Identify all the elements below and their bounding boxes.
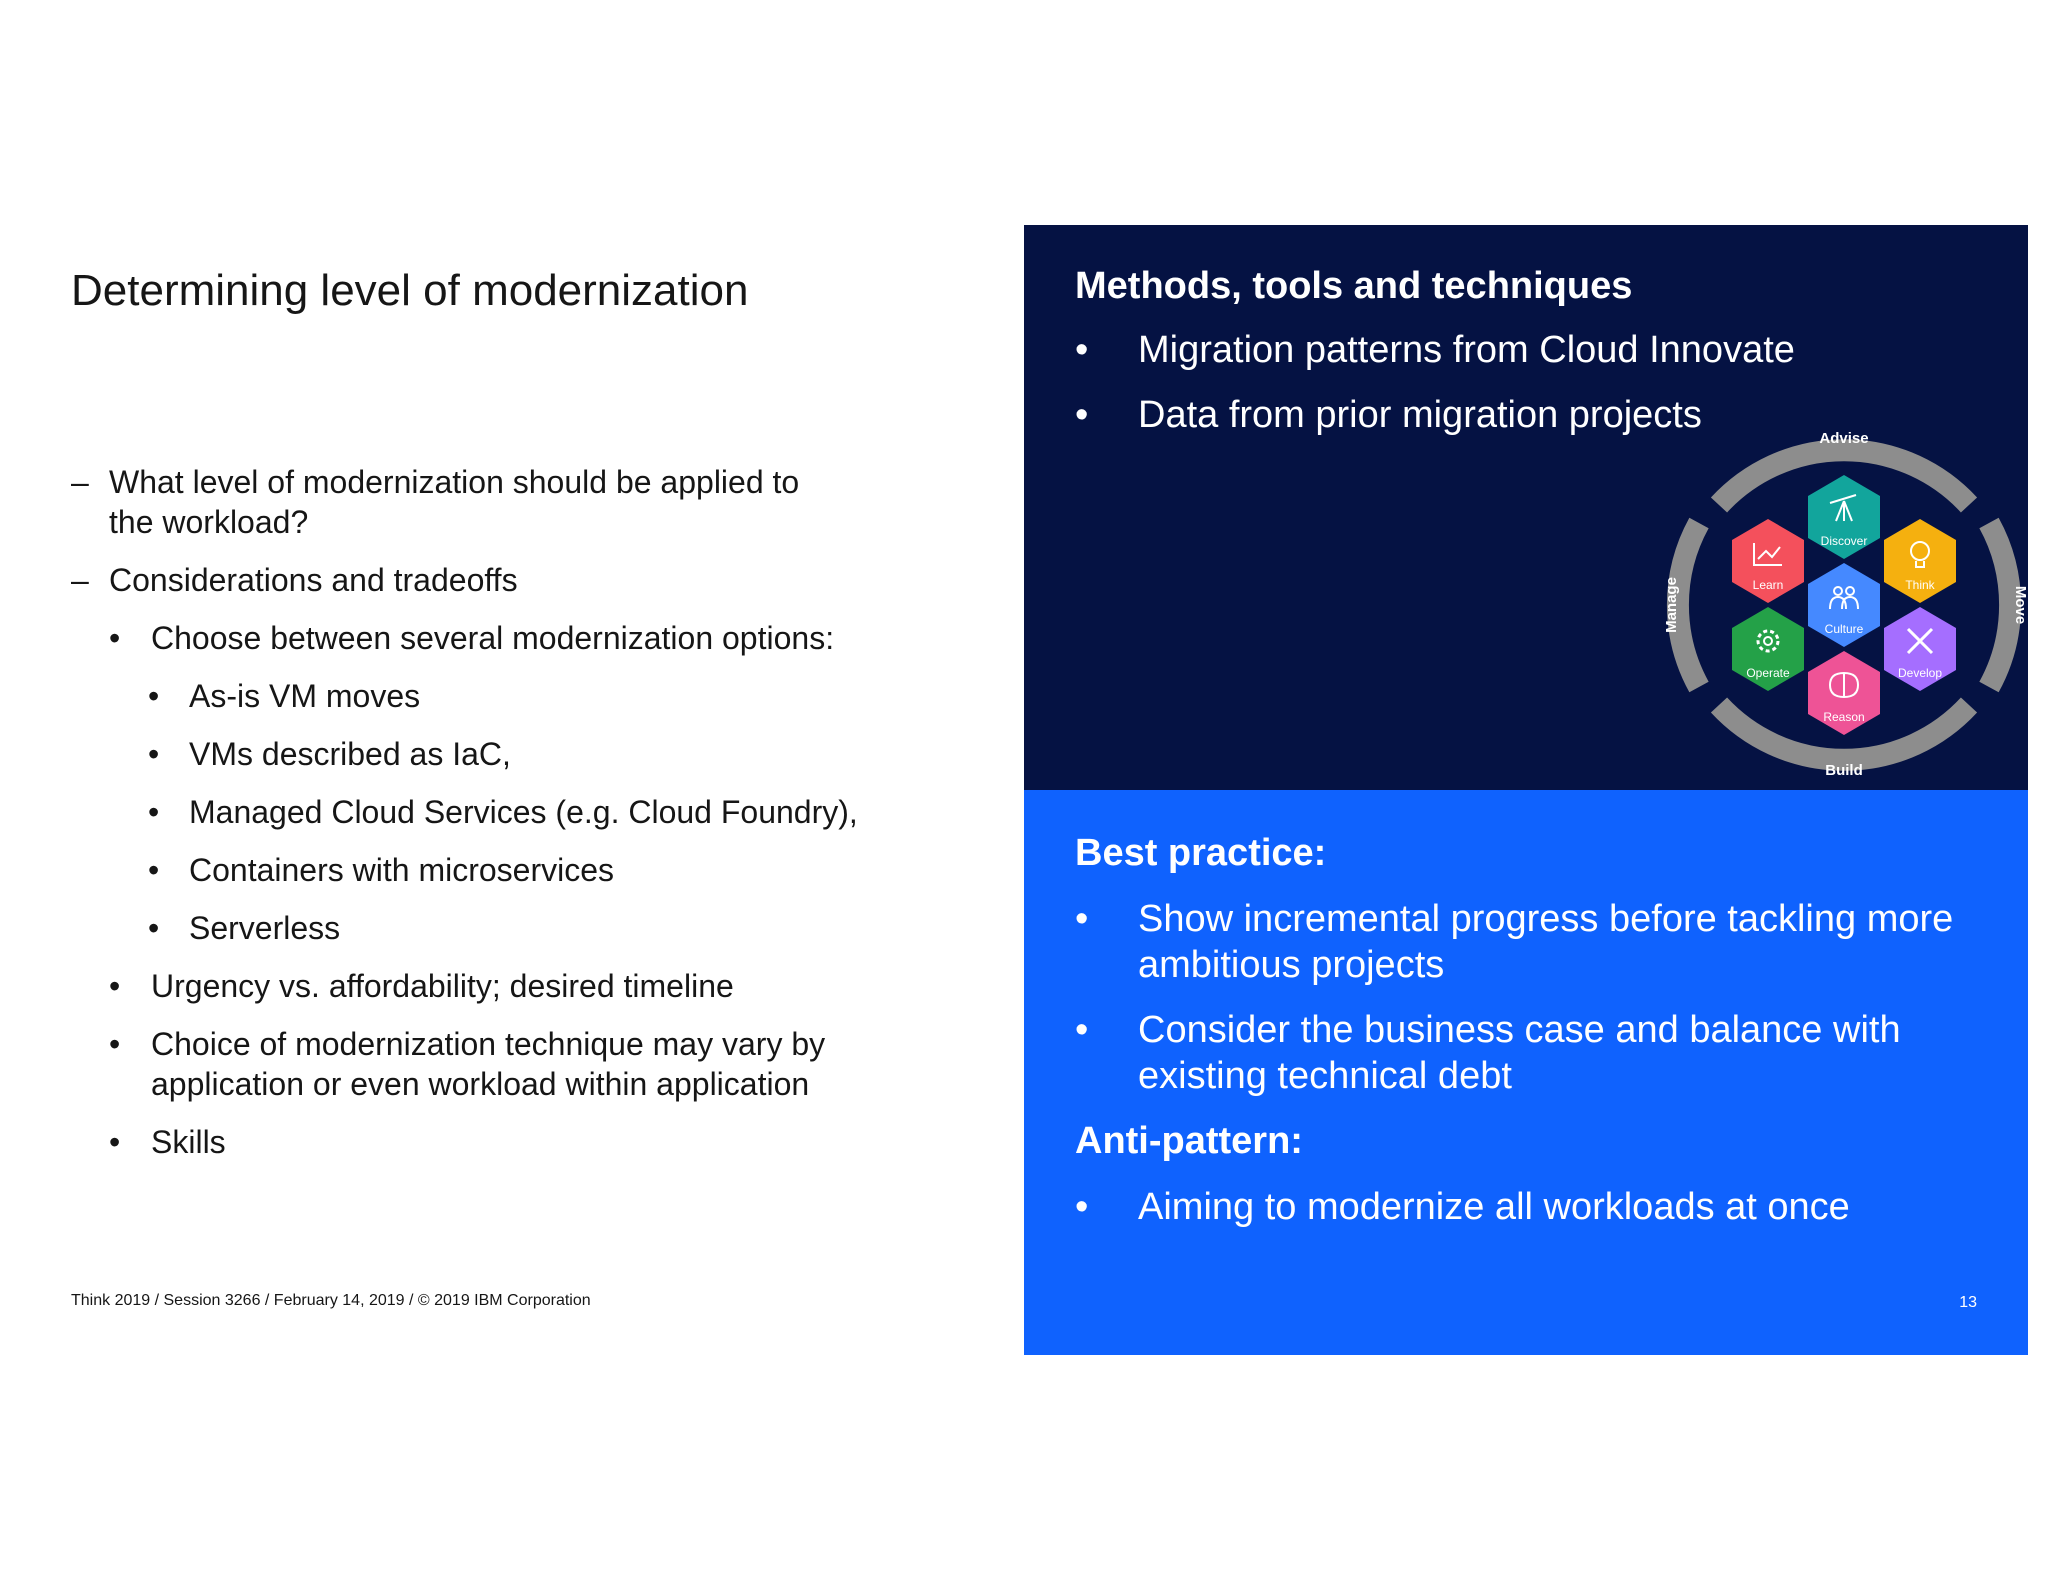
hex-operate-label: Operate bbox=[1746, 666, 1790, 680]
list-item-text: Skills bbox=[151, 1124, 226, 1160]
bullet-marker: • bbox=[148, 910, 160, 946]
best-practice-item bbox=[1075, 896, 1955, 988]
best-practice-item bbox=[1075, 1007, 1955, 1099]
considerations-list bbox=[71, 462, 871, 1180]
list-item-text: Considerations and tradeoffs bbox=[109, 562, 518, 598]
list-item-text: VMs described as IaC, bbox=[189, 736, 511, 772]
bullet-marker: • bbox=[1075, 1186, 1089, 1228]
list-item bbox=[71, 734, 871, 774]
methods-item bbox=[1075, 327, 1955, 373]
hex-operate bbox=[1732, 607, 1804, 691]
bullet-marker: • bbox=[1075, 1009, 1089, 1051]
list-item-text: Serverless bbox=[189, 910, 341, 946]
anti-pattern-heading: Anti-pattern: bbox=[1075, 1120, 1303, 1162]
list-item bbox=[71, 462, 871, 542]
best-practice-heading: Best practice: bbox=[1075, 832, 1327, 874]
bullet-marker: • bbox=[148, 794, 160, 830]
hex-culture bbox=[1808, 563, 1880, 647]
list-item bbox=[71, 1024, 871, 1104]
hex-reason bbox=[1808, 651, 1880, 735]
anti-pattern-item-text: Aiming to modernize all workloads at once bbox=[1138, 1186, 1850, 1228]
list-item-text: As-is VM moves bbox=[189, 678, 421, 714]
bullet-marker: • bbox=[109, 620, 121, 656]
methods-item-text: Data from prior migration projects bbox=[1138, 394, 1702, 436]
best-practice-list bbox=[1075, 896, 1955, 1099]
hex-think-label: Think bbox=[1905, 578, 1935, 592]
garage-method-wheel bbox=[1644, 405, 2044, 805]
bullet-marker: • bbox=[109, 1026, 121, 1062]
hex-reason-label: Reason bbox=[1823, 710, 1865, 724]
ring-label-advise: Advise bbox=[1819, 430, 1869, 447]
list-item-text: Containers with microservices bbox=[189, 852, 615, 888]
bullet-marker: • bbox=[148, 678, 160, 714]
dash-marker: – bbox=[71, 464, 89, 500]
hex-discover-label: Discover bbox=[1820, 534, 1868, 548]
bullet-marker: • bbox=[1075, 898, 1089, 940]
hex-learn-label: Learn bbox=[1752, 578, 1784, 592]
bullet-marker: • bbox=[148, 852, 160, 888]
bullet-marker: • bbox=[148, 736, 160, 772]
list-item-text: Urgency vs. affordability; desired timeline bbox=[151, 968, 734, 1004]
list-item bbox=[71, 850, 871, 890]
bullet-marker: • bbox=[1075, 329, 1089, 371]
list-item-text: Managed Cloud Services (e.g. Cloud Foundry), bbox=[189, 794, 858, 830]
methods-panel bbox=[1024, 225, 2028, 790]
methods-item-text: Migration patterns from Cloud Innovate bbox=[1138, 329, 1795, 371]
hex-discover bbox=[1808, 475, 1880, 559]
bullet-marker: • bbox=[1075, 394, 1089, 436]
list-item bbox=[71, 1122, 871, 1162]
bullet-marker: • bbox=[109, 968, 121, 1004]
anti-pattern-item bbox=[1075, 1184, 1955, 1230]
ring-label-move: Move bbox=[2012, 585, 2029, 625]
ring-label-manage: Manage bbox=[1663, 577, 1680, 633]
best-practice-item-text: Show incremental progress before tackling more ambitious projects bbox=[1138, 898, 1954, 986]
list-item bbox=[71, 908, 871, 948]
dash-marker: – bbox=[71, 562, 89, 598]
methods-heading: Methods, tools and techniques bbox=[1075, 265, 1633, 307]
slide-title: Determining level of modernization bbox=[71, 266, 749, 315]
best-practice-item-text: Consider the business case and balance with existing technical debt bbox=[1138, 1009, 1901, 1097]
hex-culture-label: Culture bbox=[1824, 622, 1864, 636]
ring-segment-move bbox=[1989, 523, 2010, 687]
practices-panel bbox=[1024, 790, 2028, 1355]
bullet-marker: • bbox=[109, 1124, 121, 1160]
ring-label-build: Build bbox=[1825, 762, 1863, 779]
list-item bbox=[71, 792, 871, 832]
list-item bbox=[71, 676, 871, 716]
ring-segment-manage bbox=[1678, 523, 1699, 687]
list-item-text: Choice of modernization technique may vary by application or even workload within application bbox=[151, 1026, 826, 1102]
footer-copyright: Think 2019 / Session 3266 / February 14, 2019 / © 2019 IBM Corporation bbox=[71, 1292, 591, 1309]
page-number: 13 bbox=[1959, 1294, 1977, 1311]
list-item-text: Choose between several modernization options: bbox=[151, 620, 835, 656]
hex-develop-label: Develop bbox=[1897, 666, 1943, 680]
list-item-text: What level of modernization should be applied to the workload? bbox=[109, 464, 800, 540]
hex-think bbox=[1884, 519, 1956, 603]
hex-learn bbox=[1732, 519, 1804, 603]
list-item bbox=[71, 966, 871, 1006]
list-item bbox=[71, 618, 871, 658]
hex-develop bbox=[1884, 607, 1956, 691]
anti-pattern-list bbox=[1075, 1184, 1955, 1230]
list-item bbox=[71, 560, 871, 600]
